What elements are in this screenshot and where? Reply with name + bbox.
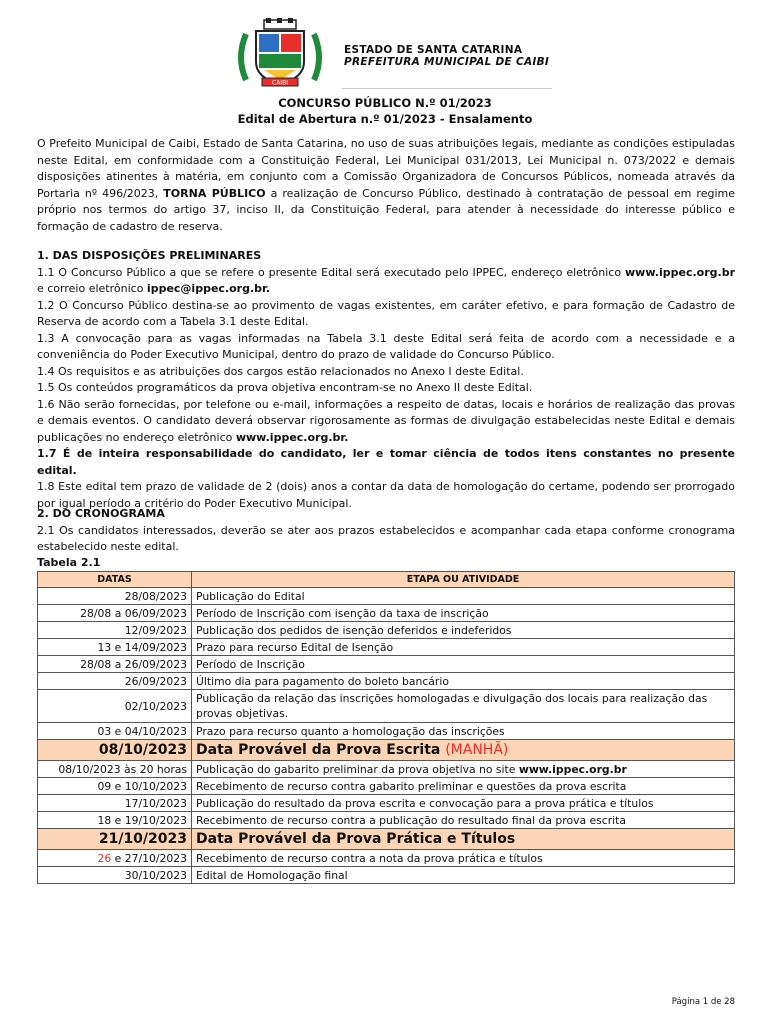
table-row xyxy=(38,656,735,673)
table-row xyxy=(38,622,735,639)
row-date-red: 26 xyxy=(97,851,112,865)
item-2-1: 2.1 Os candidatos interessados, deverão se ater aos prazos estabelecidos e acompanhar cada etapa conforme cronograma estabelecido neste edital. xyxy=(37,523,735,553)
row-activity xyxy=(192,740,735,761)
table-row xyxy=(38,850,735,867)
prefecture-name: PREFEITURA MUNICIPAL DE CAIBI xyxy=(344,56,550,68)
header-activity: ETAPA OU ATIVIDADE xyxy=(192,572,735,588)
item-1-2: 1.2 O Concurso Público destina-se ao provimento de vagas existentes, em caráter efetivo, e para formação de Cadastro de Reserva de acordo com a Tabela 3.1 deste Edital. xyxy=(37,298,735,328)
item-1-1-text: 1.1 O Concurso Público a que se refere o presente Edital será executado pelo IPPEC, endereço eletrônico xyxy=(37,265,626,279)
row-activity-text: Publicação do gabarito preliminar da prova objetiva no site xyxy=(196,762,519,776)
row-date: 02/10/2023 xyxy=(38,690,192,723)
row-date: 17/10/2023 xyxy=(38,795,192,812)
document-subtitle: Edital de Abertura n.º 01/2023 - Ensalamento xyxy=(237,112,533,126)
row-activity: Período de Inscrição com isenção da taxa de inscrição xyxy=(192,605,735,622)
row-activity: Prazo para recurso Edital de Isenção xyxy=(192,639,735,656)
header-divider xyxy=(342,88,552,89)
row-date: 13 e 14/09/2023 xyxy=(38,639,192,656)
table-row xyxy=(38,795,735,812)
row-activity: Publicação do resultado da prova escrita e convocação para a prova prática e títulos xyxy=(192,795,735,812)
item-1-6-text: 1.6 Não serão fornecidas, por telefone ou e-mail, informações a respeito de datas, locais e horários de realização das provas e demais eventos. O candidato deverá observar rigorosamente as formas de divulgação estabelecidas neste Edital e demais publicações no endereço eletrônico xyxy=(37,397,735,444)
header-dates: DATAS xyxy=(38,572,192,588)
row-date-rest: e 27/10/2023 xyxy=(111,851,187,865)
schedule-table xyxy=(37,571,735,884)
intro-text-post: a realização de Concurso Público, destinado à contratação de pessoal em regime próprio nos termos do artigo 37, inciso II, da Constituição Federal, para atender à necessidade do interesse público e formação de cadastro de reserva. xyxy=(37,186,735,233)
intro-text-pre: O Prefeito Municipal de Caibi, Estado de Santa Catarina, no uso de suas atribuições legais, mediante as condições estipuladas neste Edital, em conformidade com a Constituição Federal, Lei Municipal 031/2013, Lei Municipal n. 073/2022 e demais disposições atinentes à matéria, em conjunto com a Comissão Organizadora de Concursos Públicos, nomeada através da Portaria nº 496/2023, xyxy=(37,137,735,200)
row-date: 28/08 a 26/09/2023 xyxy=(38,656,192,673)
item-1-3: 1.3 A convocação para as vagas informadas na Tabela 3.1 deste Edital será feita de acordo com a necessidade e a conveniência do Poder Executivo Municipal, dentro do prazo de validade do Concurso Público. xyxy=(37,331,735,361)
item-1-6 xyxy=(37,397,735,447)
row-date: 09 e 10/10/2023 xyxy=(38,778,192,795)
table-row xyxy=(38,723,735,740)
row-activity: Data Provável da Prova Prática e Títulos xyxy=(192,829,735,850)
page-number: Página 1 de 28 xyxy=(671,997,735,1007)
section-1-title: 1. DAS DISPOSIÇÕES PRELIMINARES xyxy=(37,249,262,262)
item-1-4: 1.4 Os requisitos e as atribuições dos cargos estão relacionados no Anexo I deste Edital. xyxy=(37,364,524,378)
row-date: 26/09/2023 xyxy=(38,673,192,690)
letterhead xyxy=(232,18,552,90)
row-activity: Último dia para pagamento do boleto bancário xyxy=(192,673,735,690)
row-activity: Recebimento de recurso contra a publicação do resultado final da prova escrita xyxy=(192,812,735,829)
item-1-5: 1.5 Os conteúdos programáticos da prova objetiva encontram-se no Anexo II deste Edital. xyxy=(37,381,533,394)
table-header-row xyxy=(38,572,735,588)
row-date: 28/08/2023 xyxy=(38,588,192,605)
row-date: 12/09/2023 xyxy=(38,622,192,639)
item-1-8: 1.8 Este edital tem prazo de validade de 2 (dois) anos a contar da data de homologação do certame, podendo ser prorrogado por igual período a critério do Poder Executivo Municipal. xyxy=(37,480,735,510)
ippec-email-link[interactable]: ippec@ippec.org.br. xyxy=(146,282,271,295)
section-schedule xyxy=(37,506,735,556)
row-date: 28/08 a 06/09/2023 xyxy=(38,605,192,622)
crest-ribbon-text: CAIBI xyxy=(272,79,288,87)
row-activity xyxy=(192,761,735,778)
document-title: CONCURSO PÚBLICO N.º 01/2023 xyxy=(278,96,492,110)
table-row xyxy=(38,690,735,723)
table-row xyxy=(38,867,735,884)
row-date xyxy=(38,850,192,867)
row-activity-text: Data Provável da Prova Escrita xyxy=(196,741,446,758)
table-row-highlight xyxy=(38,829,735,850)
item-1-1-mid: e correio eletrônico xyxy=(37,282,147,295)
section-preliminary xyxy=(37,248,735,512)
row-date: 30/10/2023 xyxy=(38,867,192,884)
row-activity: Recebimento de recurso contra a nota da prova prática e títulos xyxy=(192,850,735,867)
table-row xyxy=(38,812,735,829)
item-1-7: 1.7 É de inteira responsabilidade do candidato, ler e tomar ciência de todos itens constantes no presente edital. xyxy=(37,447,735,477)
municipal-crest-logo xyxy=(232,18,328,88)
row-date: 18 e 19/10/2023 xyxy=(38,812,192,829)
row-date: 08/10/2023 às 20 horas xyxy=(38,761,192,778)
row-activity: Prazo para recurso quanto a homologação das inscrições xyxy=(192,723,735,740)
row-activity-period: (MANHÃ) xyxy=(445,741,509,758)
state-name: ESTADO DE SANTA CATARINA xyxy=(344,44,523,56)
row-activity: Edital de Homologação final xyxy=(192,867,735,884)
row-date: 08/10/2023 xyxy=(38,740,192,761)
table-caption: Tabela 2.1 xyxy=(37,556,101,569)
table-row xyxy=(38,588,735,605)
intro-paragraph xyxy=(37,136,735,235)
row-date: 21/10/2023 xyxy=(38,829,192,850)
table-row xyxy=(38,673,735,690)
table-row xyxy=(38,778,735,795)
ippec-website-link[interactable]: www.ippec.org.br xyxy=(625,265,735,279)
section-2-title: 2. DO CRONOGRAMA xyxy=(37,507,165,520)
row-activity: Recebimento de recurso contra gabarito preliminar e questões da prova escrita xyxy=(192,778,735,795)
table-row-highlight xyxy=(38,740,735,761)
table-row xyxy=(38,605,735,622)
table-row xyxy=(38,761,735,778)
ippec-website-link-2[interactable]: www.ippec.org.br. xyxy=(235,430,349,444)
table-row xyxy=(38,639,735,656)
item-1-1 xyxy=(37,265,735,298)
row-activity: Publicação da relação das inscrições homologadas e divulgação dos locais para realização das provas objetivas. xyxy=(192,690,735,723)
ippec-website-link-3[interactable]: www.ippec.org.br xyxy=(518,762,627,776)
row-activity: Período de Inscrição xyxy=(192,656,735,673)
row-activity: Publicação dos pedidos de isenção deferidos e indeferidos xyxy=(192,622,735,639)
letterhead-text xyxy=(344,44,549,68)
intro-text-bold: TORNA PÚBLICO xyxy=(163,186,266,200)
row-activity: Publicação do Edital xyxy=(192,588,735,605)
row-date: 03 e 04/10/2023 xyxy=(38,723,192,740)
